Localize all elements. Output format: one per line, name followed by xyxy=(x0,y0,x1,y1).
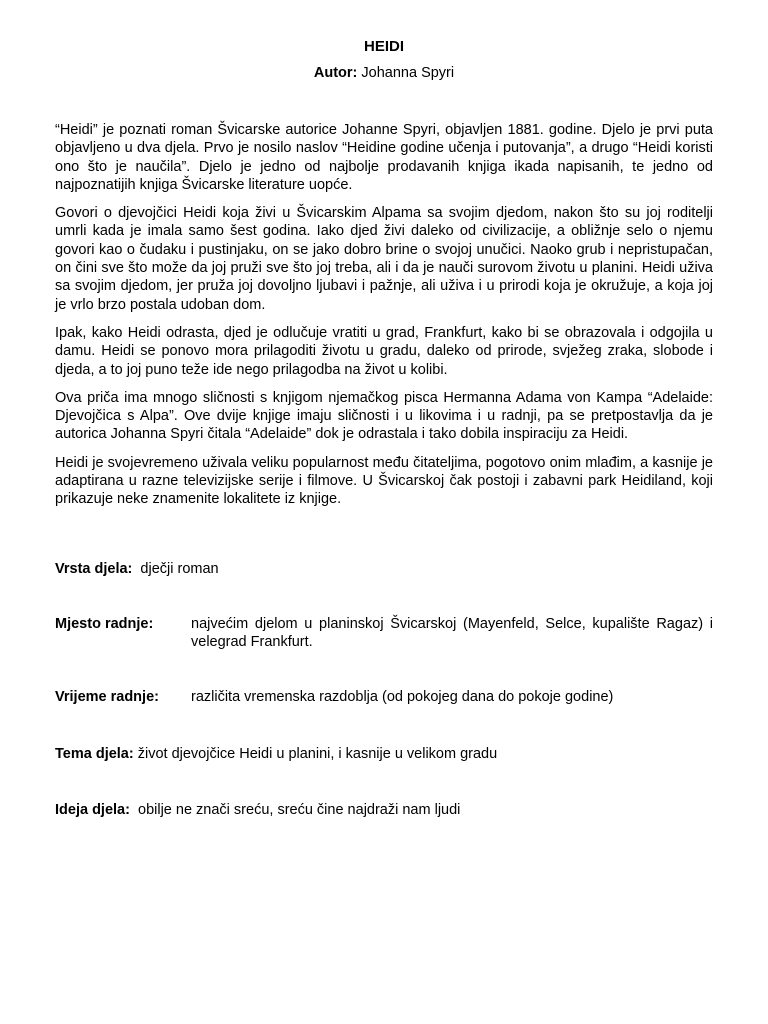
detail-label-mjesto: Mjesto radnje: xyxy=(55,616,154,632)
author-name: Johanna Spyri xyxy=(357,65,455,81)
detail-value-vrsta: dječji roman xyxy=(132,561,219,577)
detail-label-tema: Tema djela: xyxy=(55,746,134,762)
detail-value-ideja: obilje ne znači sreću, sreću čine najdraži nam ljudi xyxy=(129,802,461,818)
detail-label-vrijeme: Vrijeme radnje: xyxy=(55,689,159,705)
paragraph-intro: “Heidi” je poznati roman Švicarske autorice Johanne Spyri, objavljen 1881. godine. Djelo je prvi puta objavljeno u dva djela. Prvo je nosilo naslov “Heidine godine učenja i putovanja”, a drugo “Heidi koristi ono što je naučila”. Djelo je jedno od najbolje prodavanih knjiga ikada napisanih, te jedno od najpoznatijih knjiga Švicarske literature uopće. xyxy=(55,122,713,193)
paragraph-popularity: Heidi je svojevremeno uživala veliku popularnost među čitateljima, pogotovo onim mlađim, a kasnije je adaptirana u razne televizijske serije i filmove. U Švicarskoj čak postoji i zabavni park Heidiland, koji prikazuje neke znamenite lokalitete iz knjige. xyxy=(55,454,713,508)
author-line xyxy=(0,65,768,81)
detail-value-mjesto: najvećim djelom u planinskoj Švicarskoj (Mayenfeld, Selce, kupalište Ragaz) i velegrad Frankfurt. xyxy=(191,616,713,651)
detail-value-vrijeme: različita vremenska razdoblja (od pokojeg dana do pokoje godine) xyxy=(191,689,614,705)
document-title: HEIDI xyxy=(363,38,404,55)
detail-label-vrsta: Vrsta djela: xyxy=(55,561,133,577)
author-label: Autor: xyxy=(313,65,358,81)
paragraph-similarities: Ova priča ima mnogo sličnosti s knjigom njemačkog pisca Hermanna Adama von Kampa “Adelaide: Djevojčica s Alpa”. Ove dvije knjige imaju sličnosti i u likovima i u radnji, pa se pretpostavlja da je autorica Johanna Spyri čitala “Adelaide” dok je odrastala i tako dobila inspiraciju za Heidi. xyxy=(55,389,713,443)
detail-value-tema: život djevojčice Heidi u planini, i kasnije u velikom gradu xyxy=(133,746,498,762)
detail-ideja-djela xyxy=(55,801,713,819)
paragraph-plot: Govori o djevojčici Heidi koja živi u Švicarskim Alpama sa svojim djedom, nakon što su joj roditelji umrli kada je imala samo šest godina. Iako djed živi daleko od civilizacije, a obližnje selo o njemu govori kao o čudaku i pustinjaku, on se jako dobro brine o svojoj unučici. Naoko grub i nepristupačan, on čini sve što može da joj pruži sve što joj treba, ali i da je nauči surovom životu u planini. Heidi uživa sa svojim djedom, jer pruža joj dovoljno ljubavi i pažnje, ali uživa i u prirodi koja je okružuje, a koja joj je vrlo brzo postala udoban dom. xyxy=(55,205,713,313)
paragraph-frankfurt: Ipak, kako Heidi odrasta, djed je odlučuje vratiti u grad, Frankfurt, kako bi se obrazovala i odgojila u damu. Heidi se ponovo mora prilagoditi životu u gradu, daleko od prirode, svježeg zraka, slobode i djeda, a to joj puno teže ide nego prilagodba na život u kolibi. xyxy=(55,324,713,378)
body-text xyxy=(55,121,713,519)
detail-vrsta-djela xyxy=(55,560,713,578)
detail-tema-djela xyxy=(55,745,713,763)
detail-label-ideja: Ideja djela: xyxy=(55,802,130,818)
